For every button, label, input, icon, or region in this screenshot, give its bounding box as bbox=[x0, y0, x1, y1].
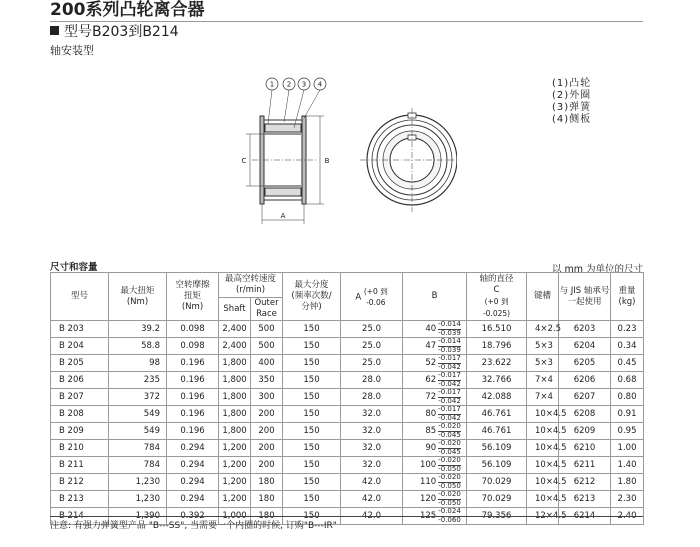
b-diameter: 62 bbox=[425, 375, 437, 385]
b-diameter: 72 bbox=[425, 392, 437, 402]
col-shaft: Shaft bbox=[219, 298, 251, 321]
cell-drag: 0.196 bbox=[167, 389, 219, 406]
col-a bbox=[341, 273, 403, 321]
cell-shaft: 1,200 bbox=[219, 457, 251, 474]
col-model: 型号 bbox=[51, 273, 109, 321]
b-diameter: 100 bbox=[419, 460, 437, 470]
legend-item-spring: (3)弹簧 bbox=[552, 102, 592, 113]
b-diameter: 85 bbox=[425, 426, 437, 436]
table-row bbox=[51, 389, 644, 406]
cell-index: 150 bbox=[283, 372, 341, 389]
b-tol-upper: -0.020 bbox=[438, 473, 461, 481]
cell-a: 25.0 bbox=[341, 338, 403, 355]
b-tol-upper: -0.024 bbox=[438, 507, 461, 515]
cell-torque: 235 bbox=[109, 372, 167, 389]
cell-key: 12×4.5 bbox=[527, 508, 559, 525]
cell-b bbox=[403, 338, 467, 355]
cell-torque: 784 bbox=[109, 457, 167, 474]
footnote: 注意: 有强力弹簧型产品 "B---SS", 当需要一个内圈的时候, 订购"B---IR" bbox=[50, 521, 337, 531]
cell-b bbox=[403, 491, 467, 508]
cell-index: 150 bbox=[283, 423, 341, 440]
cell-index: 150 bbox=[283, 389, 341, 406]
cell-index: 150 bbox=[283, 440, 341, 457]
cell-outer: 200 bbox=[251, 423, 283, 440]
b-diameter: 80 bbox=[425, 409, 437, 419]
cell-model: B 214 bbox=[51, 508, 109, 525]
b-tolerance bbox=[438, 338, 461, 354]
cell-weight: 0.45 bbox=[611, 355, 644, 372]
cell-torque: 549 bbox=[109, 423, 167, 440]
cell-b bbox=[403, 423, 467, 440]
cell-c: 32.766 bbox=[467, 372, 527, 389]
cell-jis: 6208 bbox=[559, 406, 611, 423]
cell-b bbox=[403, 440, 467, 457]
cell-drag: 0.196 bbox=[167, 355, 219, 372]
b-tol-lower: -0.042 bbox=[438, 396, 461, 405]
cell-outer: 400 bbox=[251, 355, 283, 372]
col-a-tol: (+0 到 -0.06 bbox=[363, 286, 388, 307]
cell-c: 56.109 bbox=[467, 440, 527, 457]
cell-drag: 0.098 bbox=[167, 338, 219, 355]
cell-index: 150 bbox=[283, 321, 341, 338]
cell-index: 150 bbox=[283, 508, 341, 525]
b-tol-upper: -0.017 bbox=[438, 388, 461, 396]
cell-jis: 6206 bbox=[559, 372, 611, 389]
front-view bbox=[360, 108, 457, 212]
b-tolerance bbox=[438, 440, 461, 456]
table-row bbox=[51, 406, 644, 423]
cell-shaft: 1,800 bbox=[219, 355, 251, 372]
cell-key: 7×4 bbox=[527, 372, 559, 389]
dim-b-label: B bbox=[324, 157, 330, 165]
cell-a: 42.0 bbox=[341, 474, 403, 491]
col-key: 键槽 bbox=[527, 273, 559, 321]
cell-outer: 200 bbox=[251, 440, 283, 457]
cell-outer: 180 bbox=[251, 474, 283, 491]
cell-jis: 6205 bbox=[559, 355, 611, 372]
cell-key: 10×4.5 bbox=[527, 457, 559, 474]
cell-shaft: 1,800 bbox=[219, 406, 251, 423]
cell-index: 150 bbox=[283, 474, 341, 491]
cell-shaft: 1,800 bbox=[219, 389, 251, 406]
cell-model: B 204 bbox=[51, 338, 109, 355]
model-range bbox=[50, 24, 179, 41]
cell-drag: 0.294 bbox=[167, 457, 219, 474]
cell-shaft: 1,200 bbox=[219, 440, 251, 457]
unit-note: 以 mm 为单位的尺寸 bbox=[551, 264, 643, 275]
cell-drag: 0.294 bbox=[167, 474, 219, 491]
cell-jis: 6207 bbox=[559, 389, 611, 406]
cell-key: 10×4.5 bbox=[527, 491, 559, 508]
table-bottom-rule bbox=[50, 516, 643, 517]
cell-b bbox=[403, 355, 467, 372]
col-c-label: 轴的直径 C bbox=[479, 273, 514, 295]
cell-outer: 200 bbox=[251, 457, 283, 474]
b-tol-upper: -0.017 bbox=[438, 405, 461, 413]
cell-outer: 180 bbox=[251, 508, 283, 525]
b-tol-lower: -0.042 bbox=[438, 413, 461, 422]
cell-torque: 98 bbox=[109, 355, 167, 372]
cell-model: B 210 bbox=[51, 440, 109, 457]
b-tol-upper: -0.014 bbox=[438, 337, 461, 345]
cell-weight: 1.80 bbox=[611, 474, 644, 491]
cell-model: B 208 bbox=[51, 406, 109, 423]
cell-model: B 206 bbox=[51, 372, 109, 389]
cell-model: B 205 bbox=[51, 355, 109, 372]
cell-weight: 2.40 bbox=[611, 508, 644, 525]
cell-a: 28.0 bbox=[341, 372, 403, 389]
cell-shaft: 1,200 bbox=[219, 491, 251, 508]
b-diameter: 40 bbox=[425, 324, 437, 334]
b-tol-lower: -0.050 bbox=[438, 481, 461, 490]
cell-drag: 0.294 bbox=[167, 440, 219, 457]
cell-c: 46.761 bbox=[467, 406, 527, 423]
col-drag: 空转摩擦 扭矩 (Nm) bbox=[167, 273, 219, 321]
b-tol-upper: -0.014 bbox=[438, 320, 461, 328]
callout-2: 2 bbox=[286, 80, 292, 89]
b-tol-upper: -0.017 bbox=[438, 354, 461, 362]
cell-a: 42.0 bbox=[341, 491, 403, 508]
cell-weight: 0.80 bbox=[611, 389, 644, 406]
cell-c: 79.356 bbox=[467, 508, 527, 525]
callout-1: 1 bbox=[269, 80, 275, 89]
cell-shaft: 2,400 bbox=[219, 321, 251, 338]
cell-a: 25.0 bbox=[341, 321, 403, 338]
b-tol-upper: -0.020 bbox=[438, 490, 461, 498]
cell-jis: 6209 bbox=[559, 423, 611, 440]
cell-b bbox=[403, 406, 467, 423]
cell-key: 5×3 bbox=[527, 355, 559, 372]
cell-weight: 0.23 bbox=[611, 321, 644, 338]
cell-outer: 200 bbox=[251, 406, 283, 423]
b-diameter: 47 bbox=[425, 341, 437, 351]
table-row bbox=[51, 474, 644, 491]
cell-key: 7×4 bbox=[527, 389, 559, 406]
title-divider bbox=[50, 21, 643, 22]
b-tol-upper: -0.020 bbox=[438, 422, 461, 430]
cell-key: 10×4.5 bbox=[527, 423, 559, 440]
col-a-label: A bbox=[355, 292, 362, 302]
cell-model: B 203 bbox=[51, 321, 109, 338]
cell-shaft: 1,200 bbox=[219, 474, 251, 491]
cell-c: 46.761 bbox=[467, 423, 527, 440]
cell-index: 150 bbox=[283, 457, 341, 474]
table-row bbox=[51, 338, 644, 355]
cell-torque: 1,230 bbox=[109, 474, 167, 491]
cell-weight: 0.95 bbox=[611, 423, 644, 440]
cell-index: 150 bbox=[283, 491, 341, 508]
b-tol-upper: -0.020 bbox=[438, 439, 461, 447]
cell-c: 70.029 bbox=[467, 474, 527, 491]
cell-shaft: 1,000 bbox=[219, 508, 251, 525]
b-tol-lower: -0.045 bbox=[438, 430, 461, 439]
col-speed: 最高空转速度 (r/min) bbox=[219, 273, 283, 298]
cell-index: 150 bbox=[283, 338, 341, 355]
cell-shaft: 2,400 bbox=[219, 338, 251, 355]
cell-model: B 207 bbox=[51, 389, 109, 406]
cam-clutch-drawing bbox=[232, 72, 457, 232]
legend-item-cam: (1)凸轮 bbox=[552, 78, 592, 89]
col-torque: 最大扭矩 (Nm) bbox=[109, 273, 167, 321]
cell-b bbox=[403, 372, 467, 389]
cell-c: 18.796 bbox=[467, 338, 527, 355]
cell-c: 23.622 bbox=[467, 355, 527, 372]
cell-c: 42.088 bbox=[467, 389, 527, 406]
cell-a: 32.0 bbox=[341, 423, 403, 440]
table-row bbox=[51, 423, 644, 440]
cell-weight: 0.91 bbox=[611, 406, 644, 423]
cell-torque: 372 bbox=[109, 389, 167, 406]
b-tolerance bbox=[438, 389, 461, 405]
cell-b bbox=[403, 389, 467, 406]
cell-b bbox=[403, 321, 467, 338]
cell-torque: 784 bbox=[109, 440, 167, 457]
b-diameter: 125 bbox=[419, 511, 437, 521]
cell-drag: 0.196 bbox=[167, 372, 219, 389]
b-tol-lower: -0.042 bbox=[438, 379, 461, 388]
b-tol-lower: -0.060 bbox=[438, 515, 461, 524]
cell-torque: 1,230 bbox=[109, 491, 167, 508]
cell-a: 32.0 bbox=[341, 440, 403, 457]
col-outer: Outer Race bbox=[251, 298, 283, 321]
cell-weight: 0.34 bbox=[611, 338, 644, 355]
cell-a: 32.0 bbox=[341, 406, 403, 423]
dim-a-label: A bbox=[280, 212, 286, 220]
b-tolerance bbox=[438, 406, 461, 422]
cell-model: B 209 bbox=[51, 423, 109, 440]
cell-a: 42.0 bbox=[341, 508, 403, 525]
cell-torque: 549 bbox=[109, 406, 167, 423]
cell-a: 25.0 bbox=[341, 355, 403, 372]
cell-key: 10×4.5 bbox=[527, 440, 559, 457]
cell-jis: 6203 bbox=[559, 321, 611, 338]
cell-model: B 211 bbox=[51, 457, 109, 474]
b-diameter: 120 bbox=[419, 494, 437, 504]
page-title: 200系列凸轮离合器 bbox=[50, 0, 205, 20]
b-tolerance bbox=[438, 321, 461, 337]
cell-b bbox=[403, 474, 467, 491]
cell-c: 70.029 bbox=[467, 491, 527, 508]
cell-drag: 0.196 bbox=[167, 406, 219, 423]
b-tolerance bbox=[438, 423, 461, 439]
table-row bbox=[51, 321, 644, 338]
col-c bbox=[467, 273, 527, 321]
cell-c: 16.510 bbox=[467, 321, 527, 338]
b-tol-lower: -0.039 bbox=[438, 328, 461, 337]
cell-b bbox=[403, 457, 467, 474]
cell-weight: 2.30 bbox=[611, 491, 644, 508]
cell-jis: 6213 bbox=[559, 491, 611, 508]
cell-jis: 6211 bbox=[559, 457, 611, 474]
cell-torque: 58.8 bbox=[109, 338, 167, 355]
table-row bbox=[51, 491, 644, 508]
cell-torque: 1,390 bbox=[109, 508, 167, 525]
dim-c-label: C bbox=[241, 157, 247, 165]
cell-shaft: 1,800 bbox=[219, 423, 251, 440]
cell-jis: 6214 bbox=[559, 508, 611, 525]
callout-3: 3 bbox=[301, 80, 307, 89]
cell-key: 4×2.5 bbox=[527, 321, 559, 338]
b-tol-lower: -0.042 bbox=[438, 362, 461, 371]
col-b: B bbox=[403, 273, 467, 321]
cell-drag: 0.098 bbox=[167, 321, 219, 338]
col-index: 最大分度 (频率次数/ 分钟) bbox=[283, 273, 341, 321]
cell-a: 32.0 bbox=[341, 457, 403, 474]
table-row bbox=[51, 355, 644, 372]
cell-jis: 6204 bbox=[559, 338, 611, 355]
b-tolerance bbox=[438, 355, 461, 371]
b-diameter: 110 bbox=[419, 477, 437, 487]
mount-type: 轴安装型 bbox=[50, 44, 94, 57]
b-diameter: 90 bbox=[425, 443, 437, 453]
cell-index: 150 bbox=[283, 406, 341, 423]
cell-key: 10×4.5 bbox=[527, 406, 559, 423]
cell-c: 56.109 bbox=[467, 457, 527, 474]
cell-weight: 0.68 bbox=[611, 372, 644, 389]
parts-legend bbox=[552, 78, 591, 126]
cell-drag: 0.196 bbox=[167, 423, 219, 440]
table-row bbox=[51, 372, 644, 389]
side-section-view bbox=[246, 90, 324, 224]
b-tol-lower: -0.039 bbox=[438, 345, 461, 354]
b-tol-lower: -0.045 bbox=[438, 447, 461, 456]
cell-index: 150 bbox=[283, 355, 341, 372]
legend-item-side-plate: (4)侧板 bbox=[552, 114, 592, 125]
model-range-text: 型号B203到B214 bbox=[64, 24, 179, 40]
cell-key: 5×3 bbox=[527, 338, 559, 355]
cell-model: B 212 bbox=[51, 474, 109, 491]
callout-4: 4 bbox=[317, 80, 323, 89]
cell-a: 28.0 bbox=[341, 389, 403, 406]
bullet-square-icon bbox=[50, 26, 59, 35]
cell-weight: 1.40 bbox=[611, 457, 644, 474]
cell-outer: 350 bbox=[251, 372, 283, 389]
cell-outer: 500 bbox=[251, 338, 283, 355]
table-row bbox=[51, 457, 644, 474]
col-weight: 重量 (kg) bbox=[611, 273, 644, 321]
b-tol-lower: -0.050 bbox=[438, 498, 461, 507]
spec-table bbox=[50, 272, 644, 525]
b-tol-lower: -0.050 bbox=[438, 464, 461, 473]
b-tolerance bbox=[438, 491, 461, 507]
b-tolerance bbox=[438, 457, 461, 473]
b-tol-upper: -0.020 bbox=[438, 456, 461, 464]
col-jis: 与 JIS 轴承号 一起使用 bbox=[559, 273, 611, 321]
section-title: 尺寸和容量 bbox=[50, 262, 98, 273]
cell-outer: 500 bbox=[251, 321, 283, 338]
cell-jis: 6210 bbox=[559, 440, 611, 457]
b-tolerance bbox=[438, 474, 461, 490]
cell-shaft: 1,800 bbox=[219, 372, 251, 389]
b-tolerance bbox=[438, 372, 461, 388]
cell-weight: 1.00 bbox=[611, 440, 644, 457]
col-c-tol: (+0 到 -0.025) bbox=[482, 296, 511, 318]
cell-outer: 300 bbox=[251, 389, 283, 406]
cell-outer: 180 bbox=[251, 491, 283, 508]
cell-model: B 213 bbox=[51, 491, 109, 508]
cell-key: 10×4.5 bbox=[527, 474, 559, 491]
b-diameter: 52 bbox=[425, 358, 437, 368]
table-row bbox=[51, 440, 644, 457]
cell-drag: 0.294 bbox=[167, 491, 219, 508]
b-tol-upper: -0.017 bbox=[438, 371, 461, 379]
legend-item-outer-race: (2)外圈 bbox=[552, 90, 592, 101]
cell-torque: 39.2 bbox=[109, 321, 167, 338]
cell-jis: 6212 bbox=[559, 474, 611, 491]
cell-drag: 0.392 bbox=[167, 508, 219, 525]
